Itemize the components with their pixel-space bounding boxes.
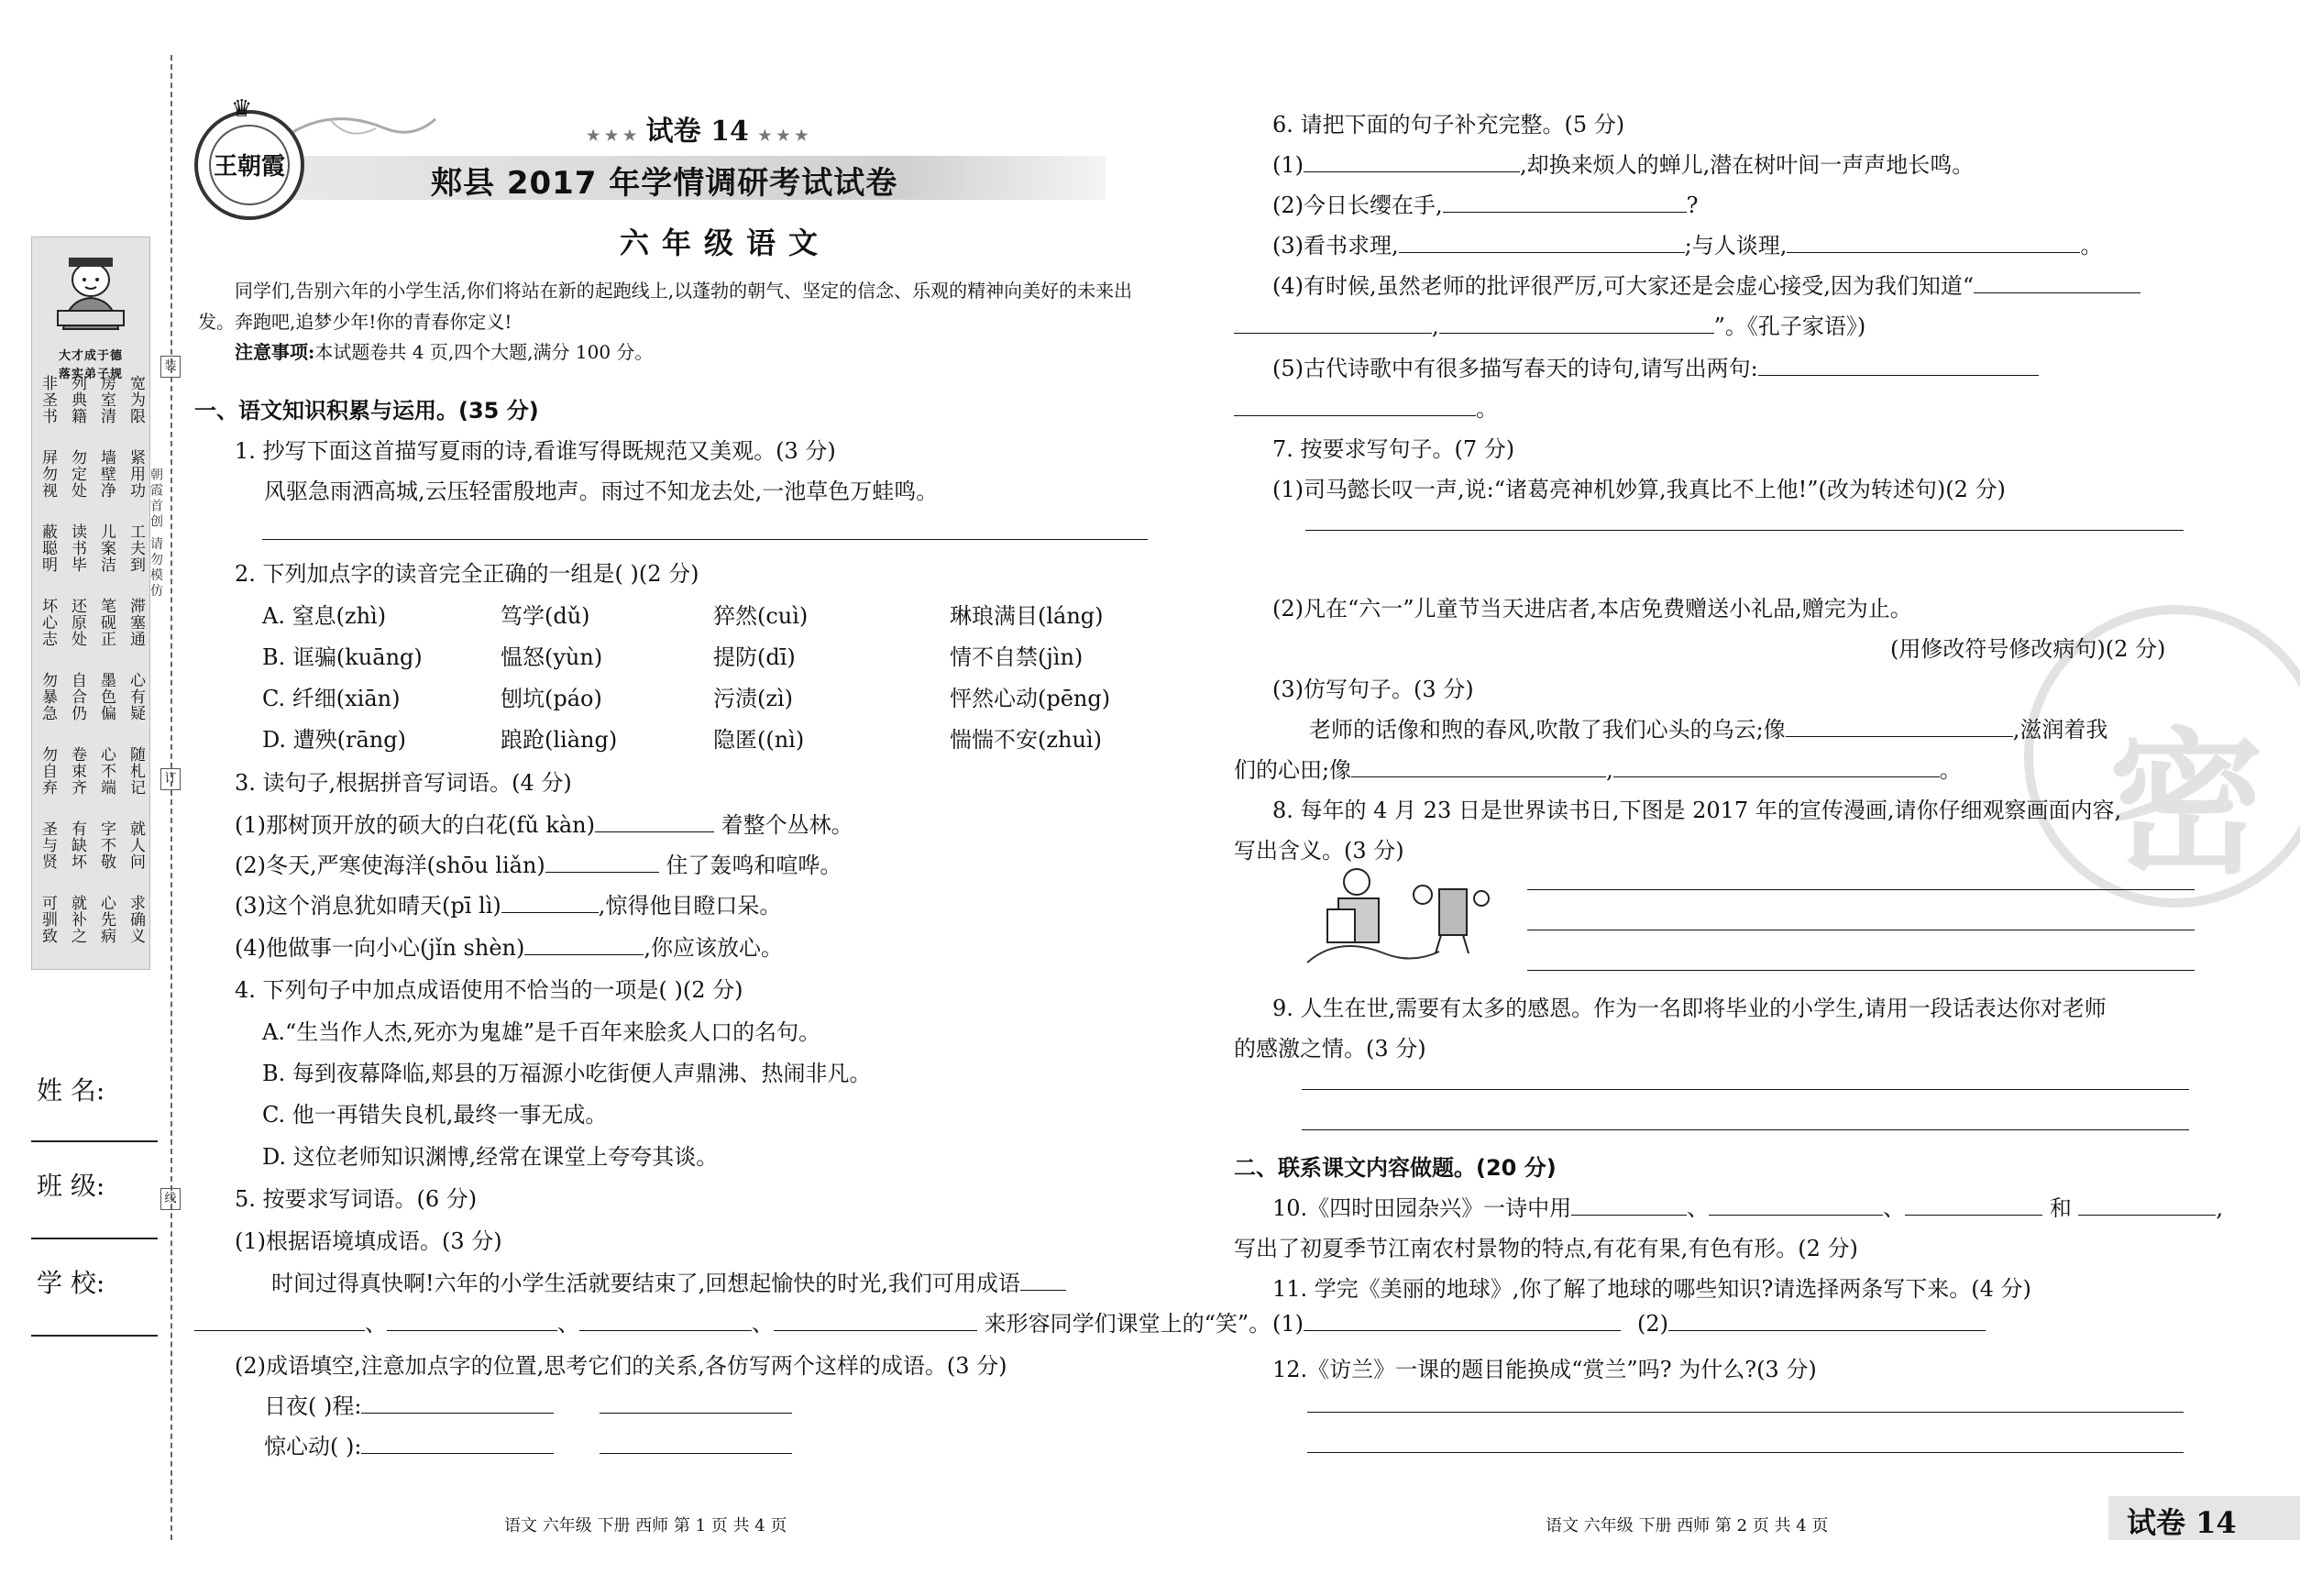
motto-group: 勿自弃 卷束齐 心不端 随札记 xyxy=(39,746,145,796)
q7-item-2: (2)凡在“六一”儿童节当天进店者,本店免费赠送小礼品,赠完为止。 xyxy=(1272,596,1912,622)
question-10-line2: 写出了初夏季节江南农村景物的特点,有花有果,有色有形。(2 分) xyxy=(1234,1236,1858,1261)
q5-1-blank-a[interactable] xyxy=(1020,1271,1066,1291)
name-field[interactable] xyxy=(31,1140,158,1142)
q6-item-2: (2)今日长缨在手, ? xyxy=(1272,193,1699,218)
q8-answer-line-3[interactable] xyxy=(1527,970,2195,971)
question-7: 7. 按要求写句子。(7 分) xyxy=(1272,436,1515,462)
q6-item-5-line2: 。 xyxy=(1234,391,1498,423)
q3-blank-2[interactable] xyxy=(545,853,659,873)
binding-mark-ding: 订 xyxy=(160,768,181,790)
notice-label: 注意事项: xyxy=(235,341,315,363)
q6-blank-5a[interactable] xyxy=(1758,357,2039,376)
q4-option-d: D. 这位老师知识渊博,经常在课堂上夸夸其谈。 xyxy=(262,1144,719,1170)
q2-option-c3: 污渍(zì) xyxy=(713,686,794,711)
reading-day-comic-icon xyxy=(1302,862,1503,972)
logo-text: 王朝霞 xyxy=(213,153,285,181)
q7-3-blank-b[interactable] xyxy=(1351,758,1606,777)
motto-panel xyxy=(31,237,150,970)
corner-tag: 试卷 14 xyxy=(2127,1505,2237,1540)
q12-answer-line-2[interactable] xyxy=(1307,1452,2184,1453)
q7-3-text: 老师的话像和煦的春风,吹散了我们心头的乌云;像 ,滋润着我 xyxy=(1309,717,2108,743)
scholar-cartoon-icon xyxy=(49,245,133,332)
q6-item-5: (5)古代诗歌中有很多描写春天的诗句,请写出两句: xyxy=(1272,350,2039,382)
intro-paragraph: 同学们,告别六年的小学生活,你们将站在新的起跑线上,以蓬勃的朝气、坚定的信念、乐观的精神向美好的未来出发。奔跑吧,追梦少年!你的青春你定义! xyxy=(198,280,1133,333)
q2-option-a4: 琳琅满目(láng) xyxy=(950,603,1104,629)
confidential-seal-char: 密 xyxy=(2108,712,2265,896)
motto-group: 勿暴急 自合仍 墨色偏 心有疑 xyxy=(39,672,145,721)
crown-icon: ♛ xyxy=(231,95,253,123)
q7-3-blank-c[interactable] xyxy=(1613,758,1940,777)
page-title: 郏县 2017 年学情调研考试试卷 xyxy=(431,165,898,202)
motto-group: 可驯致 就补之 心先病 求确义 xyxy=(39,895,145,944)
q5-2-blank-b2[interactable] xyxy=(600,1435,792,1454)
q11-blank-1[interactable] xyxy=(1304,1312,1621,1331)
section-1-heading: 一、语文知识积累与运用。(35 分) xyxy=(194,398,539,424)
q10-blank-1[interactable] xyxy=(1571,1196,1687,1216)
left-page-footer: 语文 六年级 下册 西师 第 1 页 共 4 页 xyxy=(504,1516,787,1535)
q6-blank-4a[interactable] xyxy=(1974,274,2140,293)
fold-line xyxy=(171,55,172,1540)
q6-blank-3b[interactable] xyxy=(1787,234,2080,253)
q2-option-b4: 情不自禁(jìn) xyxy=(950,644,1084,670)
q1-answer-line[interactable] xyxy=(262,539,1148,540)
brand-logo xyxy=(194,95,304,220)
q2-option-c2: 刨坑(páo) xyxy=(501,686,602,711)
right-page-footer: 语文 六年级 下册 西师 第 2 页 共 4 页 xyxy=(1546,1516,1829,1535)
school-label: 学 校: xyxy=(37,1268,105,1298)
q10-blank-3[interactable] xyxy=(1905,1196,2042,1216)
q3-blank-3[interactable] xyxy=(501,894,599,913)
question-5: 5. 按要求写词语。(6 分) xyxy=(235,1186,478,1212)
q10-blank-4[interactable] xyxy=(2078,1196,2216,1216)
originality-note: 朝霞首创 请勿模仿 xyxy=(149,468,163,600)
motto-group: 圣与贤 有缺坏 字不敬 就人问 xyxy=(39,820,145,870)
school-field[interactable] xyxy=(31,1335,158,1337)
q5-1-blank-c[interactable] xyxy=(387,1312,557,1331)
question-8: 8. 每年的 4 月 23 日是世界读书日,下图是 2017 年的宣传漫画,请你仔细观察画面内容, xyxy=(1272,798,2122,823)
q5-1-blank-d[interactable] xyxy=(579,1312,752,1331)
q4-option-b: B. 每到夜幕降临,郏县的万福源小吃街便人声鼎沸、热闹非凡。 xyxy=(262,1061,872,1086)
q7-3-blank-a[interactable] xyxy=(1786,718,2013,737)
q7-3-text-line2: 们的心田;像 , 。 xyxy=(1234,757,1962,783)
q5-1-text-line2: 、 、 、 来形容同学们课堂上的“笑”。 xyxy=(194,1305,1271,1337)
section-2-heading: 二、联系课文内容做题。(20 分) xyxy=(1234,1155,1557,1181)
q5-1-blank-b[interactable] xyxy=(194,1312,365,1331)
q2-option-c1: C. 纤细(xiān) xyxy=(262,686,401,711)
q2-option-d2: 踉跄(liàng) xyxy=(501,727,618,753)
exam-number-text: 试卷 14 xyxy=(645,116,749,148)
subject-title: 六年级语文 xyxy=(620,226,831,260)
class-label: 班 级: xyxy=(37,1171,105,1201)
q2-option-a3: 猝然(cuì) xyxy=(713,603,809,629)
star-icon: ★ ★ ★ xyxy=(587,127,637,144)
q2-option-b2: 愠怒(yùn) xyxy=(501,644,603,670)
q6-blank-1[interactable] xyxy=(1304,153,1520,172)
q11-answers: (1) (2) xyxy=(1272,1311,1986,1337)
q5-2-blank-a2[interactable] xyxy=(600,1394,792,1414)
q6-item-4-line2: , ”。《孔子家语》) xyxy=(1234,308,1865,340)
q7-item-3: (3)仿写句子。(3 分) xyxy=(1272,677,1474,702)
q3-blank-1[interactable] xyxy=(595,813,714,832)
q6-item-1: (1) ,却换来烦人的蝉儿,潜在树叶间一声声地长鸣。 xyxy=(1272,152,1975,178)
q6-item-4: (4)有时候,虽然老师的批评很严厉,可大家还是会虚心接受,因为我们知道“ xyxy=(1272,268,2140,300)
question-12: 12.《访兰》一课的题目能换成“赏兰”吗? 为什么?(3 分) xyxy=(1272,1357,1817,1382)
q5-part-2: (2)成语填空,注意加点字的位置,思考它们的关系,各仿写两个这样的成语。(3 分) xyxy=(235,1353,1007,1379)
q10-blank-2[interactable] xyxy=(1709,1196,1883,1216)
q4-option-a: A.“生当作人杰,死亦为鬼雄”是千百年来脍炙人口的名句。 xyxy=(262,1019,821,1045)
q2-option-a1: A. 窒息(zhì) xyxy=(262,603,387,629)
q6-blank-4c[interactable] xyxy=(1439,314,1714,334)
q5-2-blank-a1[interactable] xyxy=(361,1394,554,1414)
q5-2-item-b: 惊心动( ): xyxy=(264,1428,792,1460)
q9-answer-line-1[interactable] xyxy=(1302,1089,2189,1090)
q7-item-2-tail: (用修改符号修改病句)(2 分) xyxy=(1890,636,2166,662)
q6-blank-5b[interactable] xyxy=(1234,397,1476,416)
q3-item-4: (4)他做事一向小心(jǐn shèn) ,你应该放心。 xyxy=(235,935,783,961)
question-9: 9. 人生在世,需要有太多的感恩。作为一名即将毕业的小学生,请用一段话表达你对老师 xyxy=(1272,996,2107,1021)
q12-answer-line-1[interactable] xyxy=(1307,1412,2184,1413)
q3-item-3: (3)这个消息犹如晴天(pī lì) ,惊得他目瞪口呆。 xyxy=(235,893,782,919)
q11-blank-2[interactable] xyxy=(1668,1312,1986,1331)
question-9-line2: 的感激之情。(3 分) xyxy=(1234,1036,1426,1062)
motto-group: 屏勿视 勿定处 墙壁净 紧用功 xyxy=(39,449,145,499)
q9-answer-line-2[interactable] xyxy=(1302,1129,2189,1130)
q1-poem: 风驱急雨洒高城,云压轻雷殷地声。雨过不知龙去处,一池草色万蛙鸣。 xyxy=(264,479,939,504)
class-field[interactable] xyxy=(31,1238,158,1239)
q5-part-1: (1)根据语境填成语。(3 分) xyxy=(235,1228,502,1254)
q6-item-3: (3)看书求理, ;与人谈理, 。 xyxy=(1272,233,2103,259)
question-11: 11. 学完《美丽的地球》,你了解了地球的哪些知识?请选择两条写下来。(4 分) xyxy=(1272,1276,2031,1302)
q2-option-d1: D. 遭殃(rāng) xyxy=(262,727,406,753)
q2-option-d4: 惴惴不安(zhuì) xyxy=(950,727,1102,753)
binding-mark-zhuang: 装 xyxy=(160,356,181,378)
question-8-line2: 写出含义。(3 分) xyxy=(1234,838,1404,864)
q5-2-item-a: 日夜( )程: xyxy=(264,1388,792,1420)
star-icon: ★ ★ ★ xyxy=(758,127,809,144)
q5-1-text: 时间过得真快啊!六年的小学生活就要结束了,回想起愉快的时光,我们可用成语 xyxy=(271,1265,1066,1297)
q3-item-1: (1)那树顶开放的硕大的白花(fǔ kàn) 着整个丛林。 xyxy=(235,812,853,838)
question-6: 6. 请把下面的句子补充完整。(5 分) xyxy=(1272,112,1625,138)
q2-option-b1: B. 诓骗(kuāng) xyxy=(262,644,423,670)
binding-sidebar xyxy=(0,0,179,1596)
q7-1-answer-line[interactable] xyxy=(1305,530,2184,531)
question-3: 3. 读句子,根据拼音写词语。(4 分) xyxy=(235,770,572,796)
q5-2-blank-b1[interactable] xyxy=(361,1435,554,1454)
q2-option-a2: 笃学(dǔ) xyxy=(501,603,590,629)
q4-option-c: C. 他一再错失良机,最终一事无成。 xyxy=(262,1102,608,1128)
binding-mark-xian: 线 xyxy=(160,1188,181,1210)
question-1: 1. 抄写下面这首描写夏雨的诗,看谁写得既规范又美观。(3 分) xyxy=(235,438,836,464)
q7-item-1: (1)司马懿长叹一声,说:“诸葛亮神机妙算,我真比不上他!”(改为转述句)(2 分) xyxy=(1272,477,2006,502)
question-2: 2. 下列加点字的读音完全正确的一组是( )(2 分) xyxy=(235,561,699,587)
notice-text: 本试题卷共 4 页,四个大题,满分 100 分。 xyxy=(314,341,654,363)
motto-line-1: 大才成于德 xyxy=(58,349,123,363)
q2-option-c4: 怦然心动(pēng) xyxy=(950,686,1111,711)
q5-1-blank-e[interactable] xyxy=(774,1312,977,1331)
exam-number xyxy=(587,108,808,149)
motto-columns xyxy=(38,375,146,969)
name-label: 姓 名: xyxy=(37,1075,105,1106)
q2-option-d3: 隐匿((nì) xyxy=(713,727,805,753)
question-4: 4. 下列句子中加点成语使用不恰当的一项是( )(2 分) xyxy=(235,977,743,1003)
q6-blank-2[interactable] xyxy=(1443,193,1687,213)
motto-line-2: 落实弟子规 xyxy=(58,368,123,381)
q3-item-2: (2)冬天,严寒使海洋(shōu liǎn) 住了轰鸣和喧哗。 xyxy=(235,853,842,878)
q8-answer-line-1[interactable] xyxy=(1527,889,2195,890)
motto-group: 非圣书 列典籍 房室清 宽为限 xyxy=(39,375,145,424)
q6-blank-3a[interactable] xyxy=(1399,234,1685,253)
notice xyxy=(235,337,653,364)
motto-group: 蔽聪明 读书毕 儿案洁 工夫到 xyxy=(39,523,145,573)
motto-group: 坏心志 还原处 笔砚正 滞塞通 xyxy=(39,598,145,647)
q2-option-b3: 提防(dī) xyxy=(713,644,796,670)
q3-blank-4[interactable] xyxy=(524,936,644,955)
question-10: 10.《四时田园杂兴》一诗中用 、 、 和 , xyxy=(1272,1195,2224,1221)
q6-blank-4b[interactable] xyxy=(1234,314,1432,334)
